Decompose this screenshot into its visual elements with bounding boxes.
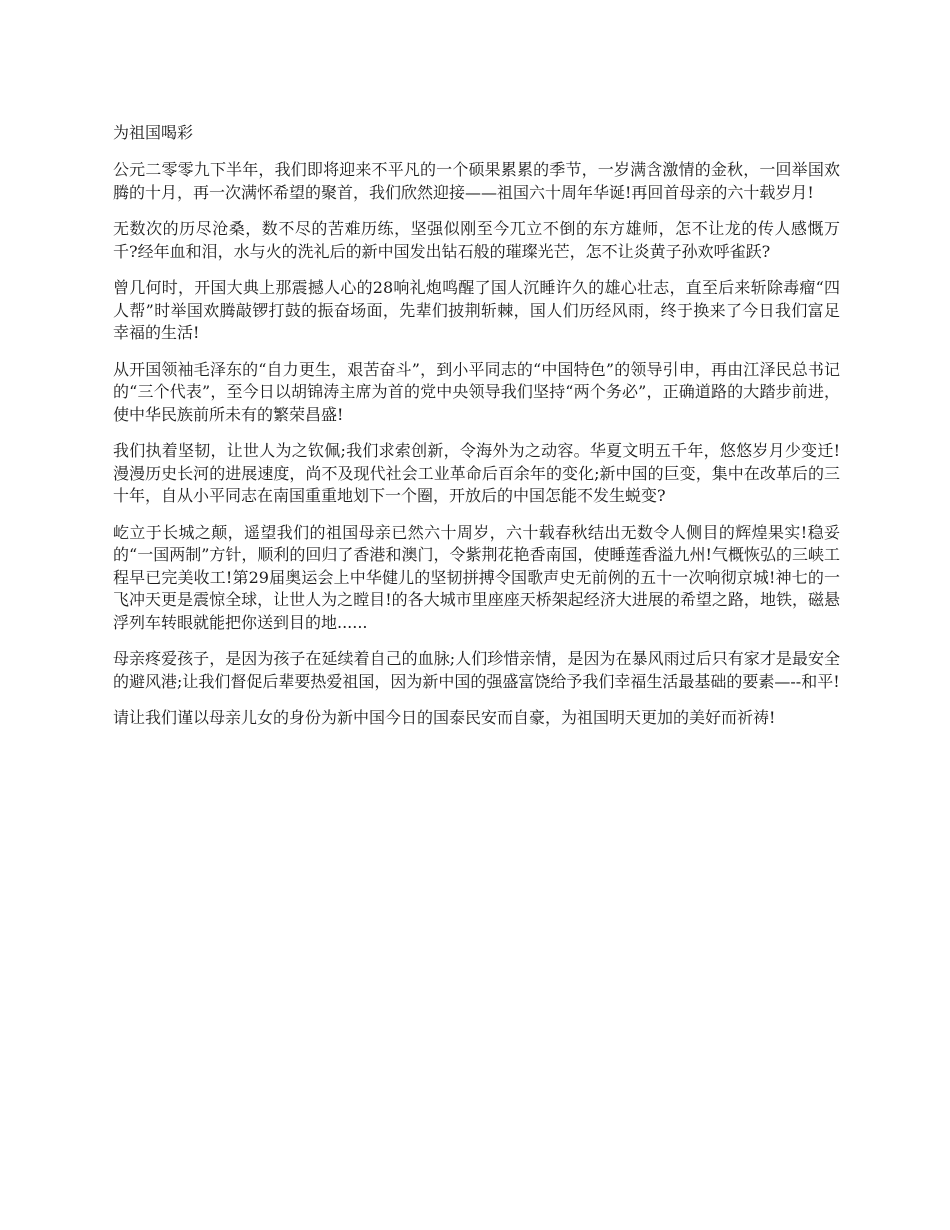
- paragraph-8: 请让我们谨以母亲儿女的身份为新中国今日的国泰民安而自豪，为祖国明天更加的美好而祈祷!: [113, 708, 776, 727]
- paragraph-1: 公元二零零九下半年，我们即将迎来不平凡的一个硕果累累的季节，一岁满含激情的金秋，一回举国欢腾的十月，再一次满怀希望的聚首，我们欣然迎接——祖国六十周年华诞!再回首母亲的六十载岁月!: [113, 160, 840, 202]
- document-page: [113, 121, 840, 744]
- paragraph-7: 母亲疼爱孩子，是因为孩子在延续着自己的血脉;人们珍惜亲情，是因为在暴风雨过后只有家才是最安全的避风港;让我们督促后辈要热爱祖国，因为新中国的强盛富饶给予我们幸福生活最基础的要素—--和平!: [113, 649, 840, 691]
- paragraph-3: 曾几何时，开国大典上那震撼人心的28响礼炮鸣醒了国人沉睡许久的雄心壮志，直至后来斩除毒瘤“四人帮”时举国欢腾敲锣打鼓的振奋场面，先辈们披荆斩棘，国人们历经风雨，终于换来了今日我们富足幸福的生活!: [113, 278, 840, 342]
- document-title: 为祖国喝彩: [113, 123, 194, 142]
- paragraph-2: 无数次的历尽沧桑，数不尽的苦难历练，坚强似刚至今兀立不倒的东方雄师，怎不让龙的传人感慨万千?经年血和泪，水与火的洗礼后的新中国发出钻石般的璀璨光芒，怎不让炎黄子孙欢呼雀跃?: [113, 219, 840, 261]
- paragraph-4: 从开国领袖毛泽东的“自力更生，艰苦奋斗”，到小平同志的“中国特色”的领导引申，再由江泽民总书记的“三个代表”，至今日以胡锦涛主席为首的党中央领导我们坚持“两个务必”，正确道路的大踏步前进，使中华民族前所未有的繁荣昌盛!: [113, 359, 840, 424]
- paragraph-5: 我们执着坚韧，让世人为之钦佩;我们求索创新，令海外为之动容。华夏文明五千年，悠悠岁月少变迁!漫漫历史长河的进展速度，尚不及现代社会工业革命后百余年的变化;新中国的巨变，集中在改革后的三十年，自从小平同志在南国重重地划下一个圈，开放后的中国怎能不发生蜕变?: [113, 441, 840, 505]
- paragraph-6: 屹立于长城之颠，遥望我们的祖国母亲已然六十周岁，六十载春秋结出无数令人侧目的辉煌果实!稳妥的“一国两制”方针，顺利的回归了香港和澳门，令紫荆花艳香南国，使睡莲香溢九州!气概恢弘的三峡工程早已完美收工!第29届奥运会上中华健儿的坚韧拼搏令国歌声史无前例的五十一次响彻京城!神七的一飞冲天更是震惊全球，让世人为之瞠目!的各大城市里座座天桥架起经济大进展的希望之路，地铁，磁悬浮列车转眼就能把你送到目的地......: [113, 522, 840, 632]
